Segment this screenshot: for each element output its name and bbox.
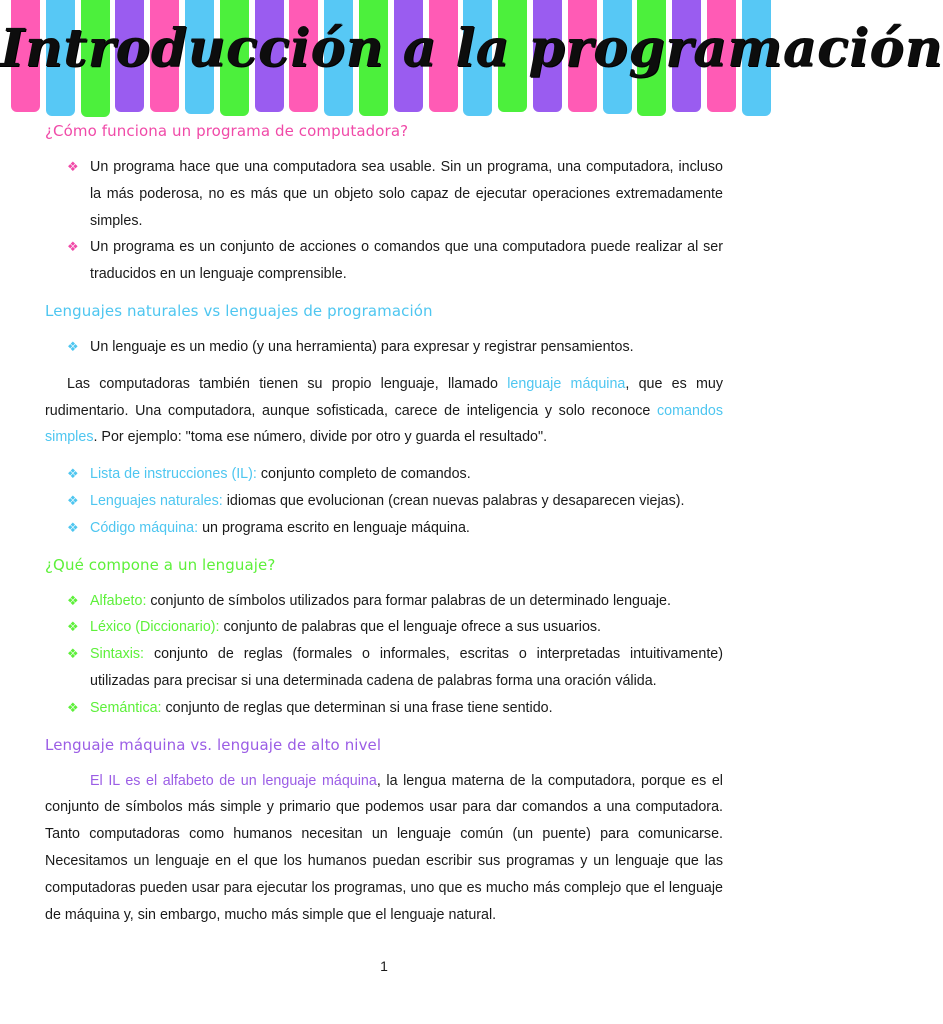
list-item: ❖ Un programa hace que una computadora sea usable. Sin un programa, una computadora, incluso la más poderosa, no es más que un objeto solo capaz de ejecutar operaciones extremadamente simples. bbox=[45, 154, 723, 234]
bullet-list-language-intro bbox=[45, 334, 723, 361]
term-label: Léxico (Diccionario): bbox=[90, 619, 220, 636]
diamond-bullet-icon: ❖ bbox=[67, 338, 79, 354]
diamond-bullet-icon: ❖ bbox=[67, 466, 79, 482]
term-label: Lenguajes naturales: bbox=[90, 492, 223, 509]
diamond-bullet-icon: ❖ bbox=[67, 592, 79, 608]
title-banner bbox=[0, 0, 943, 118]
section-heading-machine-vs-high-level: Lenguaje máquina vs. lenguaje de alto nivel bbox=[45, 735, 382, 754]
diamond-bullet-icon: ❖ bbox=[67, 646, 79, 662]
term-lenguaje-maquina: lenguaje máquina bbox=[507, 375, 626, 392]
paragraph-il-alphabet: El IL es el alfabeto de un lenguaje máquina, la lengua materna de la computadora, porque es el conjunto de símbolos más simple y primario que podemos usar para dar comandos a una computadora. Tanto computadoras como humanos necesitan un lenguaje común (un puente) para comunicarse. Necesitamos un lenguaje en el que los humanos puedan escribir sus programas y un lenguaje que las computadoras pueden usar para ejecutar los programas, uno que es mucho más complejo que el lenguaje de máquina y, sin embargo, mucho más simple que el lenguaje natural. bbox=[45, 772, 723, 923]
term-comandos-simples: comandos simples bbox=[45, 402, 723, 446]
page-number: 1 bbox=[380, 958, 388, 974]
bullet-list-program bbox=[45, 154, 723, 288]
list-item: ❖ Semántica: conjunto de reglas que determinan si una frase tiene sentido. bbox=[45, 695, 723, 722]
section-heading-how-program-works: ¿Cómo funciona un programa de computadora? bbox=[45, 122, 409, 140]
diamond-bullet-icon: ❖ bbox=[67, 519, 79, 535]
diamond-bullet-icon: ❖ bbox=[67, 159, 79, 174]
term-label: Lista de instrucciones (IL): bbox=[90, 466, 257, 483]
section-heading-natural-vs-programming: Lenguajes naturales vs lenguajes de programación bbox=[45, 301, 433, 320]
list-item: ❖ Sintaxis: conjunto de reglas (formales o informales, escritas o interpretadas intuitivamente) utilizadas para precisar si una determinada cadena de palabras forma una oración válida. bbox=[45, 641, 723, 695]
bullet-list-components bbox=[45, 588, 723, 722]
list-item: ❖ Léxico (Diccionario): conjunto de palabras que el lenguaje ofrece a sus usuarios. bbox=[45, 614, 723, 641]
list-item: ❖ Lista de instrucciones (IL): conjunto completo de comandos. bbox=[45, 461, 723, 488]
diamond-bullet-icon: ❖ bbox=[67, 699, 79, 715]
document-body bbox=[45, 118, 723, 928]
term-il-alfabeto: El IL es el alfabeto de un lenguaje máquina bbox=[90, 772, 377, 789]
diamond-bullet-icon: ❖ bbox=[67, 492, 79, 508]
term-label: Alfabeto: bbox=[90, 592, 147, 609]
page-title: Introducción a la programación bbox=[0, 18, 943, 79]
term-label: Semántica: bbox=[90, 699, 162, 716]
list-item: ❖ Un lenguaje es un medio (y una herramienta) para expresar y registrar pensamientos. bbox=[45, 334, 723, 361]
list-item: ❖ Código máquina: un programa escrito en lenguaje máquina. bbox=[45, 515, 723, 542]
term-label: Sintaxis: bbox=[90, 646, 145, 663]
list-item: ❖ Lenguajes naturales: idiomas que evolucionan (crean nuevas palabras y desaparecen viejas). bbox=[45, 488, 723, 515]
section-heading-language-components: ¿Qué compone a un lenguaje? bbox=[45, 555, 276, 574]
bullet-list-definitions bbox=[45, 461, 723, 541]
term-label: Código máquina: bbox=[90, 519, 199, 536]
list-item: ❖ Un programa es un conjunto de acciones o comandos que una computadora puede realizar al ser traducidos en un lenguaje comprensible. bbox=[45, 234, 723, 288]
diamond-bullet-icon: ❖ bbox=[67, 239, 79, 255]
paragraph-computer-language: Las computadoras también tienen su propio lenguaje, llamado lenguaje máquina, que es muy rudimentario. Una computadora, aunque sofisticada, carece de inteligencia y solo reconoce comandos simples. Por ejemplo: "toma ese número, divide por otro y guarda el resultado". bbox=[45, 375, 724, 446]
list-item: ❖ Alfabeto: conjunto de símbolos utilizados para formar palabras de un determinado lenguaje. bbox=[45, 588, 723, 615]
diamond-bullet-icon: ❖ bbox=[67, 619, 79, 635]
